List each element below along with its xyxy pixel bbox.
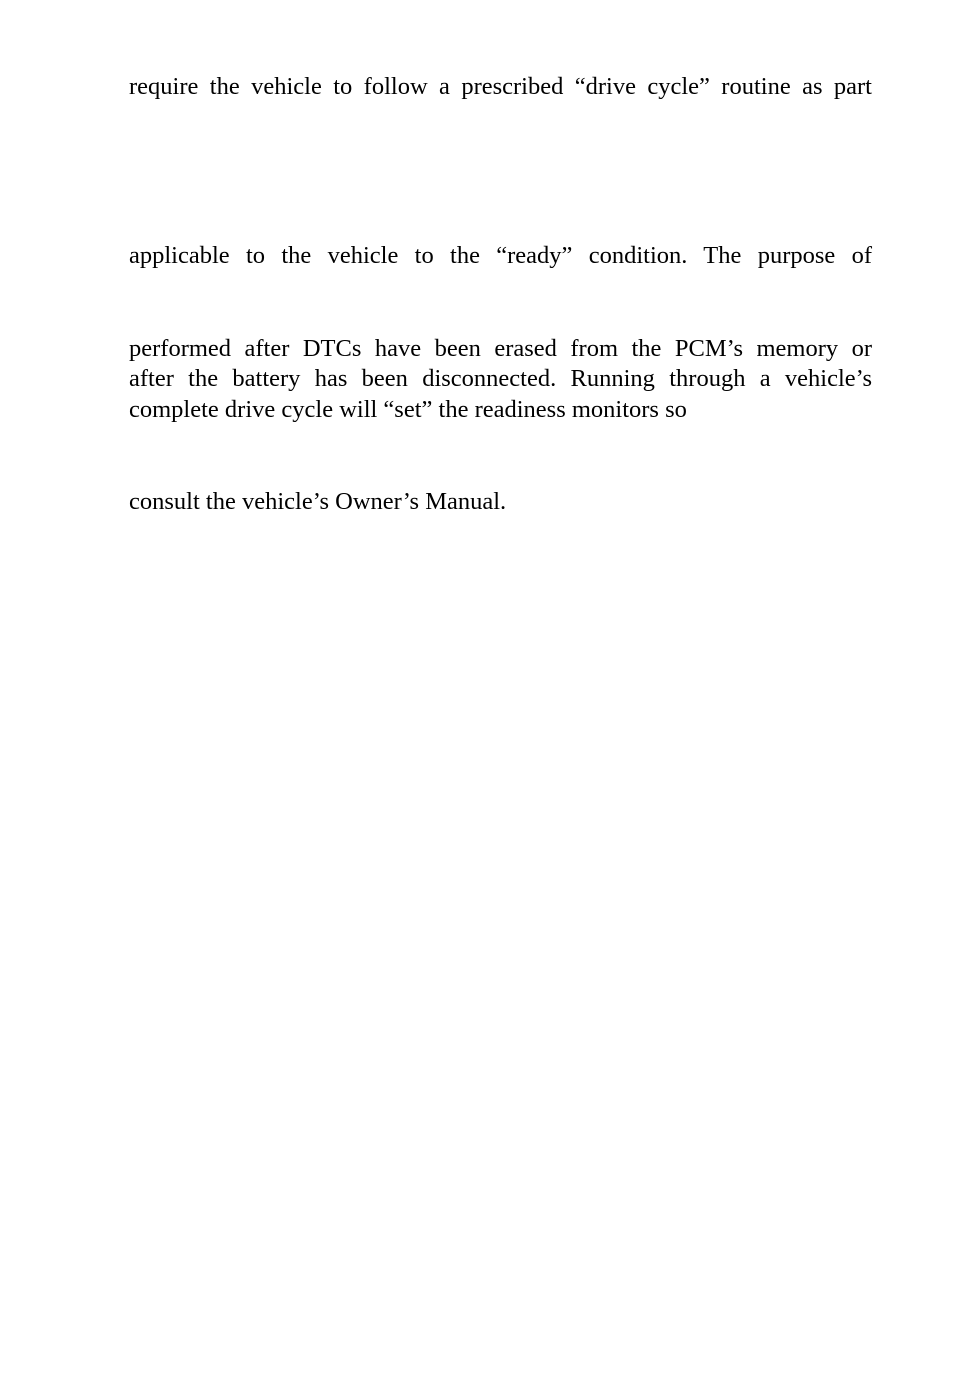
text-line: performed after DTCs have been erased from the PCM’s memory or [129,335,872,362]
text-line: complete drive cycle will “set” the readiness monitors so [129,396,687,423]
text-line: after the battery has been disconnected. Running through a vehicle’s [129,365,872,392]
text-line: require the vehicle to follow a prescribed “drive cycle” routine as part [129,73,872,100]
text-line: consult the vehicle’s Owner’s Manual. [129,488,507,515]
text-line: applicable to the vehicle to the “ready” condition. The purpose of [129,242,872,269]
